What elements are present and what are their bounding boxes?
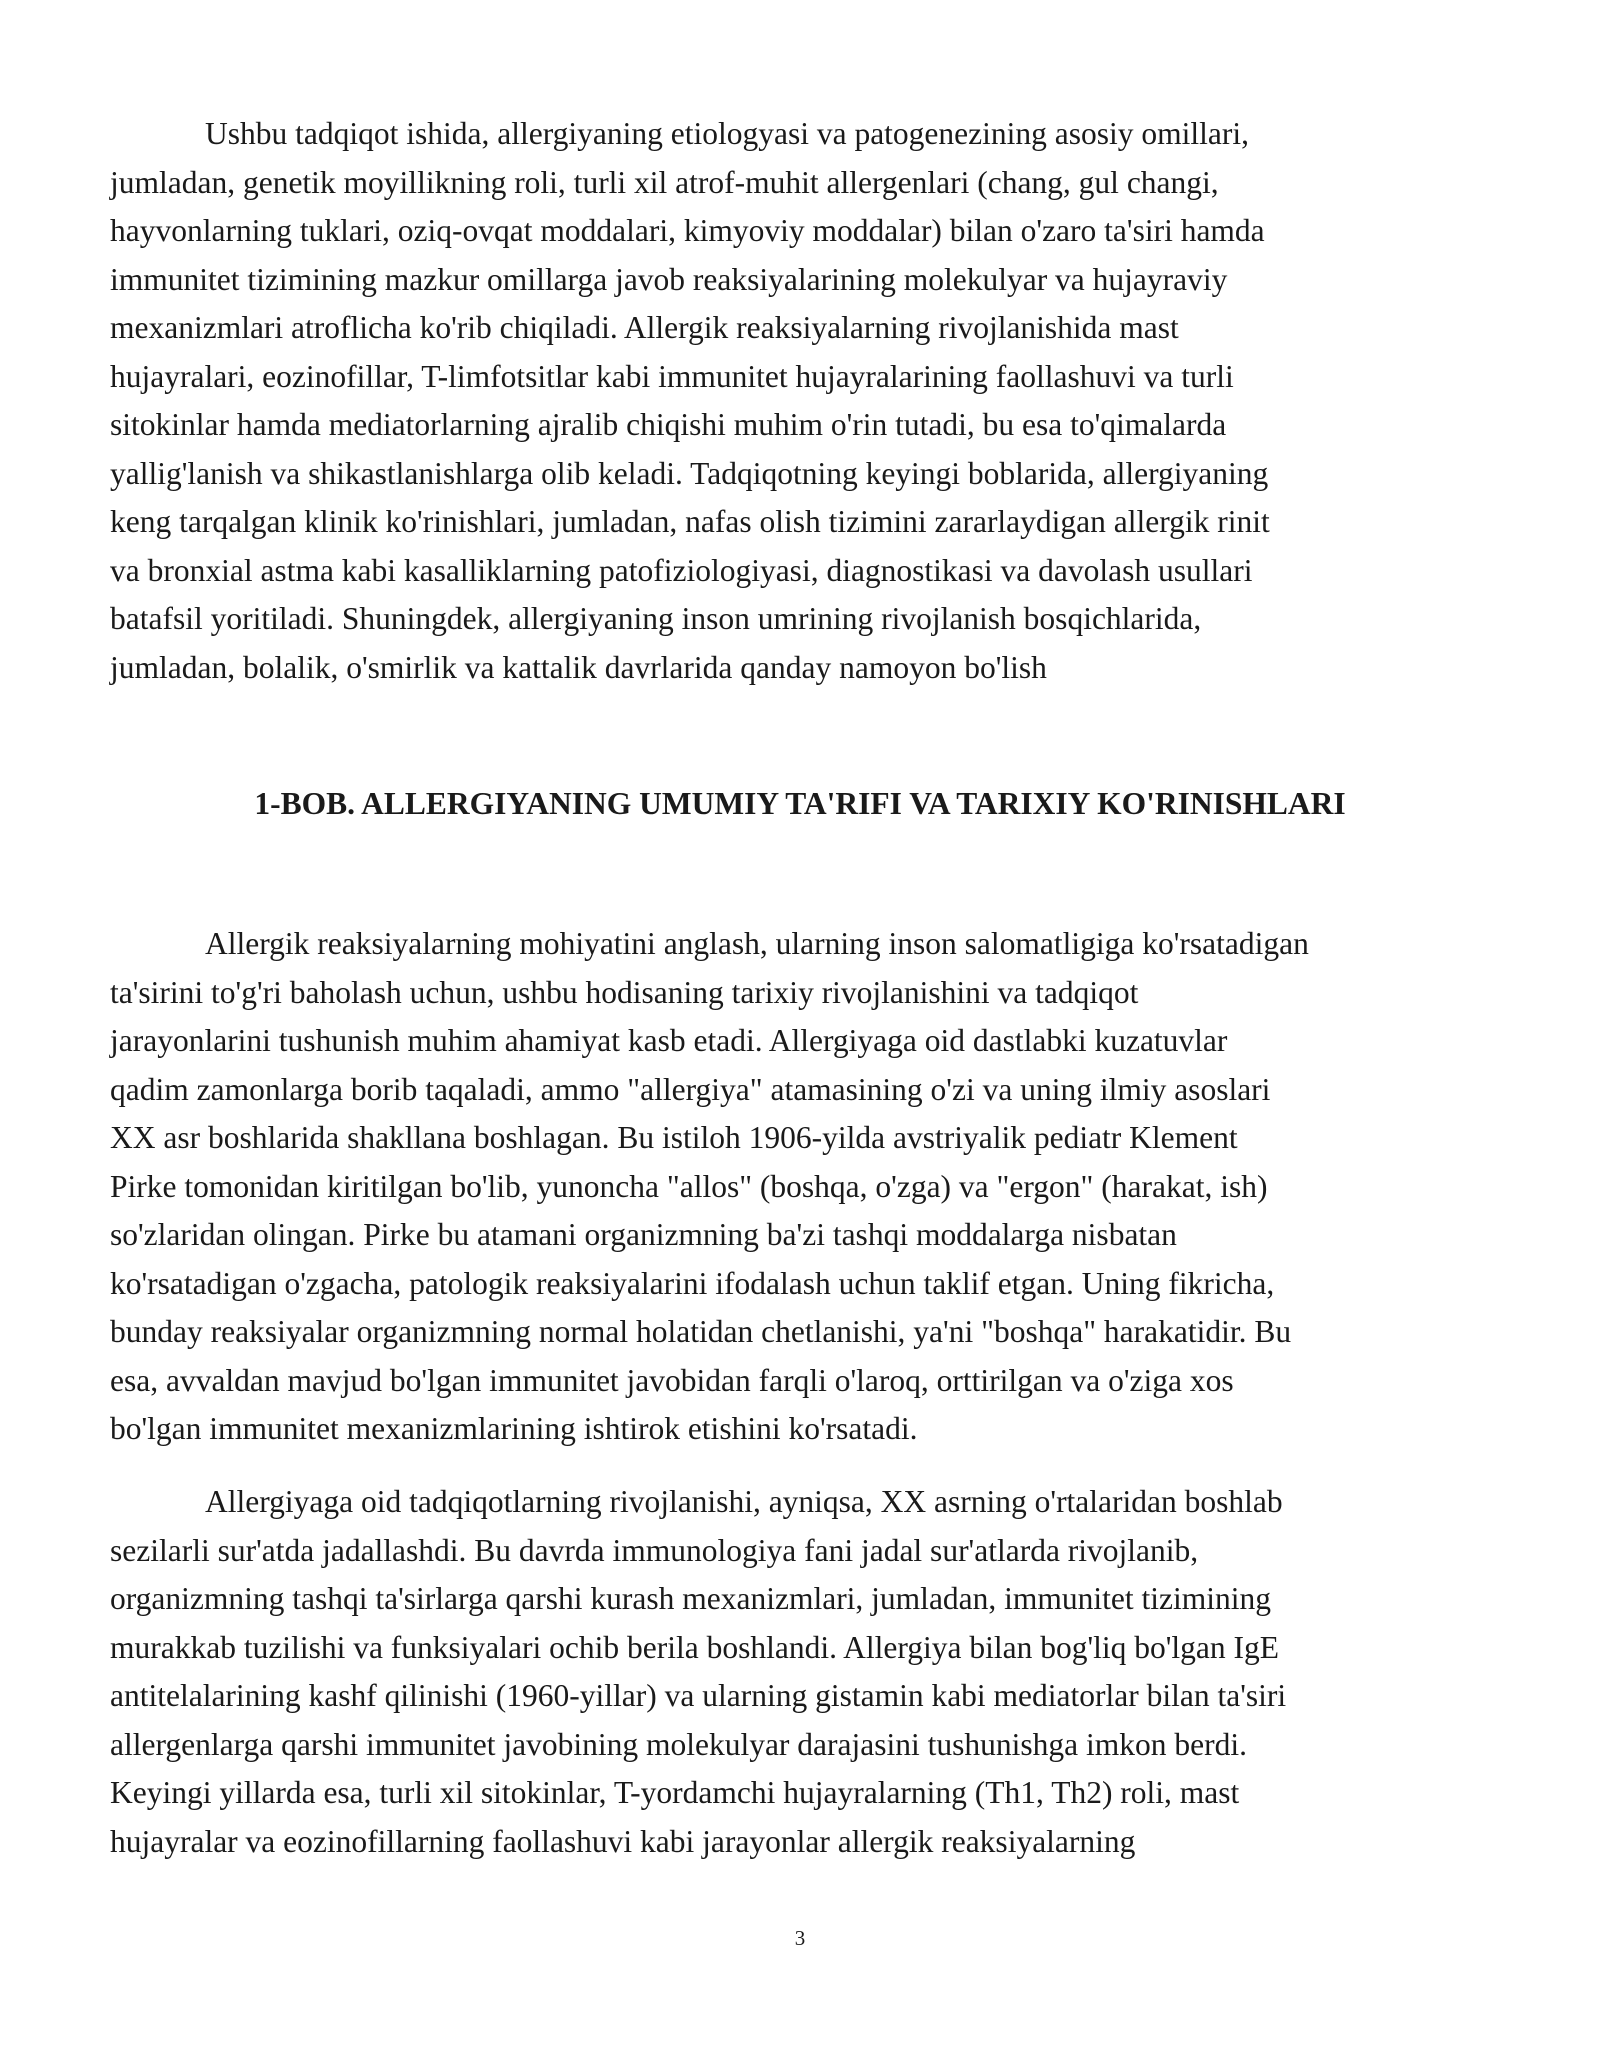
text-line: Pirke tomonidan kiritilgan bo'lib, yunoncha "allos" (boshqa, o'zga) va "ergon" (harakat, ish) xyxy=(110,1168,1268,1204)
text-line: hayvonlarning tuklari, oziq-ovqat moddalari, kimyoviy moddalar) bilan o'zaro ta'siri hamda xyxy=(110,213,1265,248)
text-line: yallig'lanish va shikastlanishlarga olib keladi. Tadqiqotning keyingi boblarida, allergiyaning xyxy=(110,455,1269,491)
text-line: immunitet tizimining mazkur omillarga javob reaksiyalarining molekulyar va hujayraviy xyxy=(110,261,1228,297)
text-line: hujayralar va eozinofillarning faollashuvi kabi jarayonlar allergik reaksiyalarning xyxy=(110,1823,1136,1859)
text-line: qadim zamonlarga borib taqaladi, ammo "allergiya" atamasining o'zi va uning ilmiy asoslari xyxy=(110,1071,1271,1107)
text-line: Keyingi yillarda esa, turli xil sitokinlar, T-yordamchi hujayralarning (Th1, Th2) roli, mast xyxy=(110,1775,1240,1810)
text-line: antitelalarining kashf qilinishi (1960-yillar) va ularning gistamin kabi mediatorlar bilan ta'siri xyxy=(110,1678,1287,1713)
text-line: Allergik reaksiyalarning mohiyatini anglash, ularning inson salomatligiga ko'rsatadigan xyxy=(205,926,1309,961)
text-line: mexanizmlari atroflicha ko'rib chiqiladi. Allergik reaksiyalarning rivojlanishida mast xyxy=(110,310,1179,345)
text-line: Ushbu tadqiqot ishida, allergiyaning etiologyasi va patogenezining asosiy omillari, xyxy=(205,116,1249,151)
text-line: allergenlarga qarshi immunitet javobining molekulyar darajasini tushunishga imkon berdi. xyxy=(110,1726,1247,1762)
chapter-heading: 1-BOB. ALLERGIYANING UMUMIY TA'RIFI VA TARIXIY KO'RINISHLARI xyxy=(254,786,1346,821)
text-line: sezilarli sur'atda jadallashdi. Bu davrda immunologiya fani jadal sur'atlarda rivojlanib, xyxy=(110,1532,1199,1568)
body-paragraph xyxy=(110,1478,1500,1866)
text-line: hujayralari, eozinofillar, T-limfotsitlar kabi immunitet hujayralarining faollashuvi va turli xyxy=(110,358,1234,394)
text-line: organizmning tashqi ta'sirlarga qarshi kurash mexanizmlari, jumladan, immunitet tizimining xyxy=(110,1581,1272,1616)
text-line: Allergiyaga oid tadqiqotlarning rivojlanishi, ayniqsa, XX asrning o'rtalaridan boshlab xyxy=(205,1484,1283,1519)
text-line: ta'sirini to'g'ri baholash uchun, ushbu hodisaning tarixiy rivojlanishini va tadqiqot xyxy=(110,974,1139,1010)
text-line: jumladan, genetik moyillikning roli, turli xil atrof-muhit allergenlari (chang, gul changi, xyxy=(110,164,1219,200)
body-paragraph xyxy=(110,920,1500,1454)
page-number: 3 xyxy=(794,1926,806,1950)
text-line: sitokinlar hamda mediatorlarning ajralib chiqishi muhim o'rin tutadi, bu esa to'qimalarda xyxy=(110,407,1227,442)
text-line: bunday reaksiyalar organizmning normal holatidan chetlanishi, ya'ni "boshqa" harakatidir. Bu xyxy=(110,1314,1292,1349)
text-line: va bronxial astma kabi kasalliklarning patofiziologiyasi, diagnostikasi va davolash usullari xyxy=(110,552,1253,588)
text-line: bo'lgan immunitet mexanizmlarining ishtirok etishini ko'rsatadi. xyxy=(110,1411,918,1446)
text-line: ko'rsatadigan o'zgacha, patologik reaksiyalarini ifodalash uchun taklif etgan. Uning fikricha, xyxy=(110,1265,1275,1301)
text-line: murakkab tuzilishi va funksiyalari ochib berila boshlandi. Allergiya bilan bog'liq bo'lgan IgE xyxy=(110,1629,1280,1665)
text-line: XX asr boshlarida shakllana boshlagan. Bu istiloh 1906-yilda avstriyalik pediatr Klement xyxy=(110,1120,1238,1155)
text-line: keng tarqalgan klinik ko'rinishlari, jumladan, nafas olish tizimini zararlaydigan allergik rinit xyxy=(110,504,1270,539)
text-line: batafsil yoritiladi. Shuningdek, allergiyaning inson umrining rivojlanish bosqichlarida, xyxy=(110,601,1202,636)
intro-paragraph xyxy=(110,110,1500,692)
text-line: jumladan, bolalik, o'smirlik va kattalik davrlarida qanday namoyon bo'lish xyxy=(110,649,1047,685)
text-line: jarayonlarini tushunish muhim ahamiyat kasb etadi. Allergiyaga oid dastlabki kuzatuvlar xyxy=(110,1023,1228,1058)
text-line: esa, avvaldan mavjud bo'lgan immunitet javobidan farqli o'laroq, orttirilgan va o'ziga xos xyxy=(110,1362,1234,1398)
text-line: so'zlaridan olingan. Pirke bu atamani organizmning ba'zi tashqi moddalarga nisbatan xyxy=(110,1217,1177,1252)
